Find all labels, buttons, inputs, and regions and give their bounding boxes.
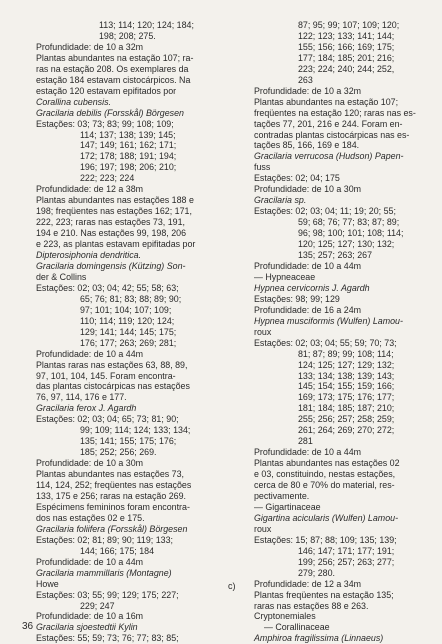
text-line: 76, 97, 114, 176 e 177. bbox=[36, 392, 127, 403]
text-line: dos nas estações 02 e 175. bbox=[36, 512, 145, 523]
text-line: fuss bbox=[254, 162, 271, 173]
text-line: Gracilaria mammillaris (Montagne) bbox=[36, 567, 172, 578]
text-line: 279; 280. bbox=[298, 567, 336, 578]
text-line: Profundidade: de 10 a 32m bbox=[254, 85, 362, 96]
text-line: 172; 178; 188; 191; 194; bbox=[80, 151, 177, 162]
text-line: 129; 141; 144; 145; 175; bbox=[80, 326, 177, 337]
text-line: 147; 149; 161; 162; 171; bbox=[80, 140, 177, 151]
text-line: Profundidade: de 10 a 32m bbox=[36, 41, 144, 52]
section-marker: c) bbox=[228, 581, 236, 591]
text-line: Estações: 02; 03; 04; 11; 19; 20; 55; bbox=[254, 206, 396, 217]
text-line: 146; 147; 171; 177; 191; bbox=[298, 545, 395, 556]
text-line: der & Collins bbox=[36, 271, 87, 282]
text-line: Profundidade: de 12 a 34m bbox=[254, 578, 362, 589]
text-line: 65; 76; 81; 83; 88; 89; 90; bbox=[80, 293, 182, 304]
text-line: 255; 256; 257; 258; 259; bbox=[298, 414, 395, 425]
text-line: Profundidade: de 10 a 44m bbox=[254, 260, 362, 271]
text-line: 114; 137; 138; 139; 145; bbox=[80, 129, 176, 140]
text-line: Estações: 03; 55; 99; 129; 175; 227; bbox=[36, 589, 179, 600]
text-line: Hypnea musciformis (Wulfen) Lamou- bbox=[254, 315, 403, 326]
text-line: 81; 87; 89; 99; 108; 114; bbox=[298, 348, 394, 359]
text-line: 120; 125; 127; 130; 132; bbox=[298, 239, 395, 250]
text-line: 135; 141; 155; 175; 176; bbox=[80, 436, 177, 447]
text-line: 133, 175 e 256; raras na estação 269. bbox=[36, 490, 186, 501]
text-line: Profundidade: de 10 a 44m bbox=[36, 348, 144, 359]
text-line: Profundidade: de 10 a 44m bbox=[254, 447, 362, 458]
text-line: Plantas abundantes nas estações 188 e bbox=[36, 195, 194, 206]
text-line: Plantas raras nas estações 63, 88, 89, bbox=[36, 359, 188, 370]
text-line: Estações: 02; 03; 04; 65; 73; 81; 90; bbox=[36, 414, 179, 425]
text-line: — Gigartinaceae bbox=[254, 501, 321, 512]
text-line: 222; 223; 224 bbox=[80, 173, 135, 184]
text-line: Plantas abundantes nas estações 73, bbox=[36, 469, 185, 480]
text-line: Profundidade: de 10 a 44m bbox=[36, 556, 144, 567]
text-line: raras nas estações 88 e 263. bbox=[254, 600, 369, 611]
text-line: 176; 177; 263; 269; 281; bbox=[80, 337, 177, 348]
text-line: 96; 98; 100; 101; 108; 114; bbox=[298, 228, 404, 239]
text-line: Plantas abundantes nas estações 02 bbox=[254, 458, 400, 469]
text-line: estação 184 estavam cistocárpicos. Na bbox=[36, 74, 191, 85]
text-line: Estações: 03; 73; 83; 99; 108; 109; bbox=[36, 118, 174, 129]
text-line: 263 bbox=[298, 74, 313, 85]
text-line: Profundidade: de 10 a 30m bbox=[36, 458, 144, 469]
text-line: Estações: 02; 03; 04; 42; 55; 58; 63; bbox=[36, 282, 179, 293]
text-line: Gracilaria ferox J. Agardh bbox=[36, 403, 137, 414]
text-line: 185; 252; 256; 269. bbox=[80, 447, 157, 458]
text-line: Gigartina acicularis (Wulfen) Lamou- bbox=[254, 512, 399, 523]
text-line: 261; 264; 269; 270; 272; bbox=[298, 425, 395, 436]
right-text-column bbox=[254, 20, 416, 644]
text-line: Corallina cubensis. bbox=[36, 96, 111, 107]
text-line: Plantas freqüentes na estação 135; bbox=[254, 589, 394, 600]
text-line: 124; 125; 127; 129; 132; bbox=[298, 359, 395, 370]
text-line: Estações: 02; 03; 04; 55; 59; 70; 73; bbox=[254, 337, 397, 348]
text-line: Cryptonemiales bbox=[254, 611, 316, 622]
text-line: 133; 134; 138; 139; 143; bbox=[298, 370, 395, 381]
text-line: Estações: 98; 99; 129 bbox=[254, 293, 340, 304]
text-line: e 223, as plantas estavam epifitadas por bbox=[36, 239, 196, 250]
text-line: 229; 247 bbox=[80, 600, 115, 611]
text-line: 97, 101, 104, 145. Foram encontra- bbox=[36, 370, 176, 381]
text-line: Plantas abundantes na estação 107; ra- bbox=[36, 52, 194, 63]
text-line: 196; 197; 198; 206; 210; bbox=[80, 162, 177, 173]
text-line: roux bbox=[254, 326, 272, 337]
text-line: roux bbox=[254, 523, 272, 534]
page-number: 36 bbox=[22, 621, 34, 632]
text-line: 198; 208; 275. bbox=[99, 30, 156, 41]
text-line: 122; 123; 133; 141; 144; bbox=[298, 30, 395, 41]
text-line: Profundidade: de 10 a 30m bbox=[254, 184, 362, 195]
text-line: Gracilaria foliifera (Forsskål) Börgesen bbox=[36, 523, 188, 534]
left-text-column bbox=[36, 20, 220, 644]
text-line: Gracilaria sp. bbox=[254, 195, 307, 206]
text-line: 97; 101; 104; 107; 109; bbox=[80, 304, 172, 315]
text-line: Amphiroa fragilissima (Linnaeus) bbox=[254, 633, 384, 644]
text-line: 110; 114; 119; 120; 124; bbox=[80, 315, 175, 326]
text-line: das plantas cistocárpicas nas estações bbox=[36, 381, 190, 392]
text-line: Dipterosiphonia dendritica. bbox=[36, 250, 142, 261]
text-line: 59; 68; 76; 77; 83; 87; 89; bbox=[298, 217, 400, 228]
text-line: Gracilaria debilis (Forsskål) Börgesen bbox=[36, 107, 184, 118]
text-line: 223; 224; 240; 244; 252, bbox=[298, 63, 395, 74]
text-line: 199; 256; 257; 263; 277; bbox=[298, 556, 395, 567]
text-line: 99; 109; 114; 124; 133; 134; bbox=[80, 425, 191, 436]
text-line: Estações: 55; 59; 73; 76; 77; 83; 85; bbox=[36, 633, 179, 644]
text-line: Estações: 02; 81; 89; 90; 119; 133; bbox=[36, 534, 174, 545]
text-line: 87; 95; 99; 107; 109; 120; bbox=[298, 20, 400, 30]
text-line: Gracilaria verrucosa (Hudson) Papen- bbox=[254, 151, 404, 162]
text-line: pectivamente. bbox=[254, 490, 310, 501]
text-line: 281 bbox=[298, 436, 313, 447]
text-line: 222, 223; raras nas estações 73, 191, bbox=[36, 217, 186, 228]
text-line: Gracilaria sjoestedtii Kylin bbox=[36, 622, 138, 633]
text-line: Profundidade: de 12 a 38m bbox=[36, 184, 144, 195]
text-line: Estações: 15; 87; 88; 109; 135; 139; bbox=[254, 534, 397, 545]
text-line: 155; 156; 166; 169; 175; bbox=[298, 41, 395, 52]
text-line: 198; freqüentes nas estações 162; 171, bbox=[36, 206, 192, 217]
text-line: 177; 184; 185; 201; 216; bbox=[298, 52, 395, 63]
text-line: 145; 154; 155; 159; 166; bbox=[298, 381, 395, 392]
text-line: estação 120 estavam epifitados por bbox=[36, 85, 177, 96]
text-line: contradas plantas cistocárpicas nas es- bbox=[254, 129, 410, 140]
text-line: 144; 166; 175; 184 bbox=[80, 545, 155, 556]
text-line: Espécimens femininos foram encontra- bbox=[36, 501, 190, 512]
text-line: 114, 124, 252; freqüentes nas estações bbox=[36, 480, 192, 491]
text-line: Plantas abundantes na estação 107; bbox=[254, 96, 399, 107]
text-line: tações 77, 201, 216 e 244. Foram en- bbox=[254, 118, 403, 129]
text-line: 135; 257; 263; 267 bbox=[298, 250, 373, 261]
text-line: Estações: 02; 04; 175 bbox=[254, 173, 340, 184]
text-line: — Corallinaceae bbox=[264, 622, 330, 633]
text-line: 169; 173; 175; 176; 177; bbox=[298, 392, 395, 403]
text-line: — Hypneaceae bbox=[254, 271, 316, 282]
text-line: freqüentes na estação 120; raras nas es- bbox=[254, 107, 416, 118]
text-line: Profundidade: de 10 a 16m bbox=[36, 611, 144, 622]
text-line: cerca de 80 e 70% do material, res- bbox=[254, 480, 395, 491]
text-line: ras na estação 208. Os exemplares da bbox=[36, 63, 189, 74]
text-line: Hypnea cervicornis J. Agardh bbox=[254, 282, 370, 293]
text-line: tações 85, 166, 169 e 184. bbox=[254, 140, 360, 151]
text-line: Gracilaria domingensis (Kützing) Son- bbox=[36, 260, 186, 271]
text-line: 194 e 210. Nas estações 99, 198, 206 bbox=[36, 228, 186, 239]
text-line: 181; 184; 185; 187; 210; bbox=[298, 403, 395, 414]
text-line: 113; 114; 120; 124; 184; bbox=[99, 20, 194, 30]
text-line: e 03, constituindo, nestas estações, bbox=[254, 469, 396, 480]
text-line: Profundidade: de 16 a 24m bbox=[254, 304, 362, 315]
text-line: Howe bbox=[36, 578, 59, 589]
